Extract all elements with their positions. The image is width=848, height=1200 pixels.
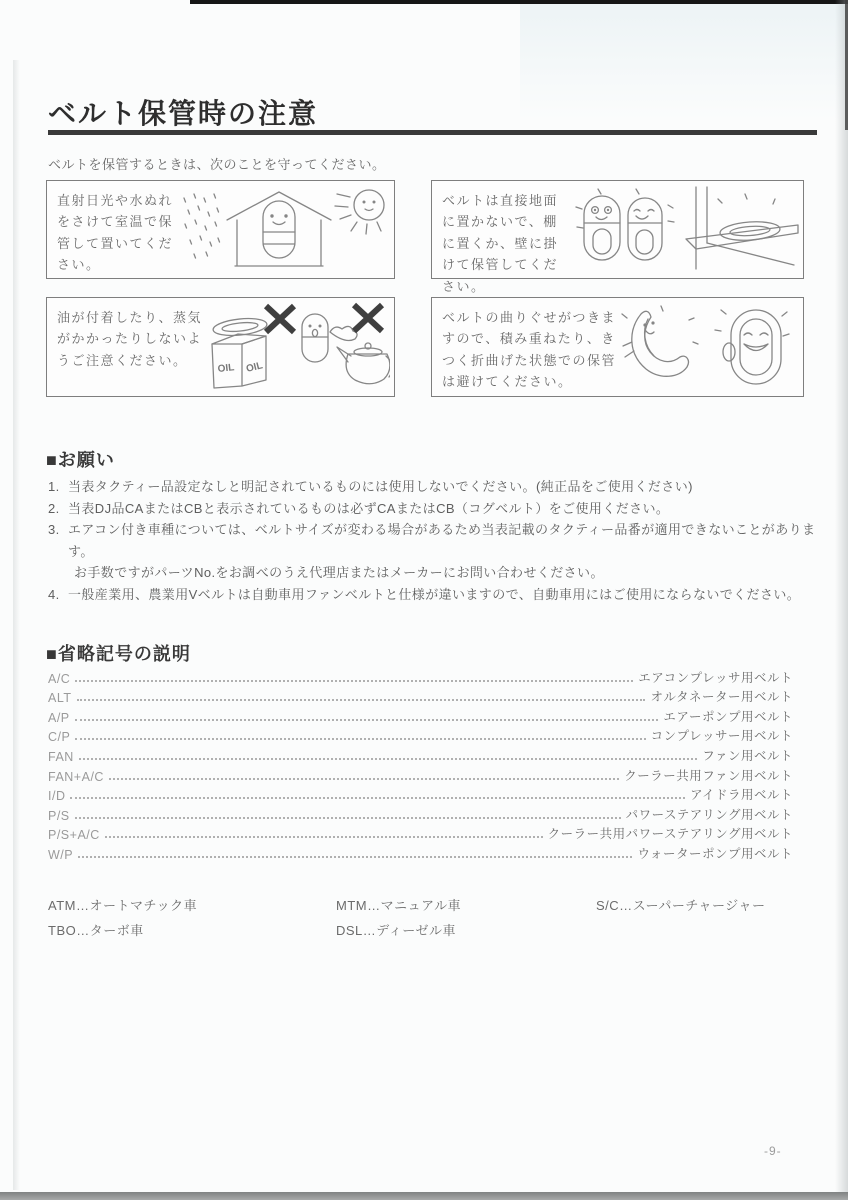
request-item-continuation: お手数ですがパーツNo.をお調べのうえ代理店またはメーカーにお問い合わせください。 [74, 565, 604, 580]
x-mark-icon [266, 306, 294, 332]
request-item [48, 476, 818, 498]
item-number: 1. [48, 479, 60, 494]
x-mark-icon [354, 305, 382, 331]
abbreviation-row [48, 727, 793, 747]
wall-shelf-belts-illustration [568, 185, 800, 273]
page-title: ベルト保管時の注意 [48, 98, 319, 129]
sad-bent-belt-character [622, 306, 698, 376]
house-icon [227, 192, 331, 266]
storage-caution-box-4 [431, 297, 804, 397]
abbr-code: A/C [48, 671, 71, 686]
request-item [48, 584, 818, 606]
abbreviation-row [48, 805, 793, 825]
svg-text:OIL: OIL [217, 362, 235, 375]
dotted-leader [75, 679, 633, 682]
abbreviation-row [48, 766, 793, 786]
abbr-code: P/S [48, 808, 70, 823]
abbr-description: パワーステアリング用ベルト [625, 807, 793, 822]
abbr-description: アイドラ用ベルト [690, 788, 793, 803]
dotted-leader [105, 835, 543, 838]
item-text: エアコン付き車種については、ベルトサイズが変わる場合があるため当表記載のタクティー品番が適用できないことがあります。 [68, 522, 816, 559]
vehicle-abbr-column-1 [48, 893, 197, 943]
abbr-description: クーラー共用ファン用ベルト [624, 768, 793, 783]
dotted-leader [70, 796, 685, 799]
hanging-belt-characters [576, 189, 674, 260]
shelf-with-belts [686, 187, 798, 269]
scan-left-edge [13, 60, 20, 1190]
abbr-description: ファン用ベルト [702, 748, 793, 763]
storage-caution-box-2 [431, 180, 804, 294]
abbreviation-row [48, 668, 793, 688]
dotted-leader [79, 757, 697, 760]
caution-text: ベルトは直接地面に置かないで、棚に置くか、壁に掛けて保管してください。 [442, 193, 559, 294]
scan-tint [520, 0, 848, 120]
dotted-leader [75, 816, 621, 819]
abbr-code: I/D [48, 789, 66, 804]
abbr-description: コンプレッサー用ベルト [650, 729, 793, 744]
abbr-description: エアコンプレッサ用ベルト [638, 670, 793, 685]
storage-caution-box-1 [46, 180, 395, 279]
vehicle-abbr-column-3 [596, 893, 765, 918]
happy-belt-character [715, 310, 789, 384]
dotted-leader [109, 777, 619, 780]
abbr-code: W/P [48, 847, 74, 862]
abbreviation-row [48, 688, 793, 708]
item-number: 3. [48, 522, 60, 537]
vehicle-abbr-column-2 [336, 893, 461, 943]
item-text: 当表タクティー品設定なしと明記されているものには使用しないでください。(純正品をご使用ください) [68, 479, 693, 494]
abbreviation-row [48, 786, 793, 806]
sun-icon [335, 190, 384, 234]
abbr-code: FAN+A/C [48, 769, 104, 784]
rain-house-sun-illustration [179, 186, 391, 272]
item-number: 4. [48, 586, 60, 602]
abbreviation-row [48, 746, 793, 766]
item-text: 一般産業用、農業用Vベルトは自動車用ファンベルトと仕様が違いますので、自動車用にはご使用にならないでください。 [68, 586, 801, 602]
abbreviation-row [48, 825, 793, 845]
belt-character [263, 201, 295, 258]
abbr-description: クーラー共用パワーステアリング用ベルト [547, 827, 793, 842]
vehicle-abbr: ATM…オートマチック車 [48, 898, 198, 913]
vehicle-abbr: DSL…ディーゼル車 [336, 923, 456, 938]
scan-bottom-edge [0, 1192, 848, 1200]
oil-kettle-illustration [202, 302, 390, 392]
abbreviation-row [48, 844, 793, 864]
intro-text: ベルトを保管するときは、次のことを守ってください。 [48, 157, 386, 172]
oil-cans-icon [212, 316, 268, 388]
caution-text: 直射日光や水ぬれをさけて室温で保管して置いてください。 [57, 193, 174, 273]
caution-text: ベルトの曲りぐせがつきますので、積み重ねたり、きつく折曲げた状態での保管は避けてください。 [442, 310, 617, 390]
title-rule [48, 130, 817, 135]
bent-belt-illustration [601, 302, 799, 392]
scan-top-edge-bar [190, 0, 848, 4]
abbr-description: エアーポンプ用ベルト [663, 709, 793, 724]
abbr-code: P/S+A/C [48, 828, 100, 843]
rain-icon [184, 194, 220, 258]
request-section-heading: ■お願い [46, 450, 115, 470]
abbr-description: オルタネーター用ベルト [650, 690, 793, 705]
caution-text: 油が付着したり、蒸気がかかったりしないようご注意ください。 [57, 310, 203, 368]
svg-text:OIL: OIL [245, 360, 264, 375]
item-text: 当表DJ品CAまたはCBと表示されているものは必ずCAまたはCB（コグベルト）をご使用ください。 [68, 500, 670, 516]
request-item [48, 498, 818, 520]
abbreviation-section-heading: ■省略記号の説明 [46, 644, 191, 664]
item-number: 2. [48, 500, 60, 516]
abbr-code: C/P [48, 730, 71, 745]
dotted-leader [77, 698, 646, 701]
scan-right-edge [835, 0, 848, 1192]
dotted-leader [78, 855, 632, 858]
abbr-code: FAN [48, 749, 74, 764]
abbr-code: ALT [48, 691, 72, 706]
page-number: -9- [764, 1144, 782, 1158]
abbreviation-row [48, 707, 793, 727]
abbr-code: A/P [48, 710, 70, 725]
vehicle-abbr: MTM…マニュアル車 [336, 898, 462, 913]
storage-caution-box-3 [46, 297, 395, 397]
vehicle-abbr: TBO…ターボ車 [48, 923, 144, 938]
dotted-leader [75, 737, 645, 740]
abbr-description: ウォーターポンプ用ベルト [637, 846, 793, 861]
request-list [48, 476, 818, 605]
dotted-leader [75, 718, 659, 721]
request-item [48, 519, 818, 562]
abbreviation-list [48, 668, 793, 864]
vehicle-abbr: S/C…スーパーチャージャー [596, 898, 766, 913]
